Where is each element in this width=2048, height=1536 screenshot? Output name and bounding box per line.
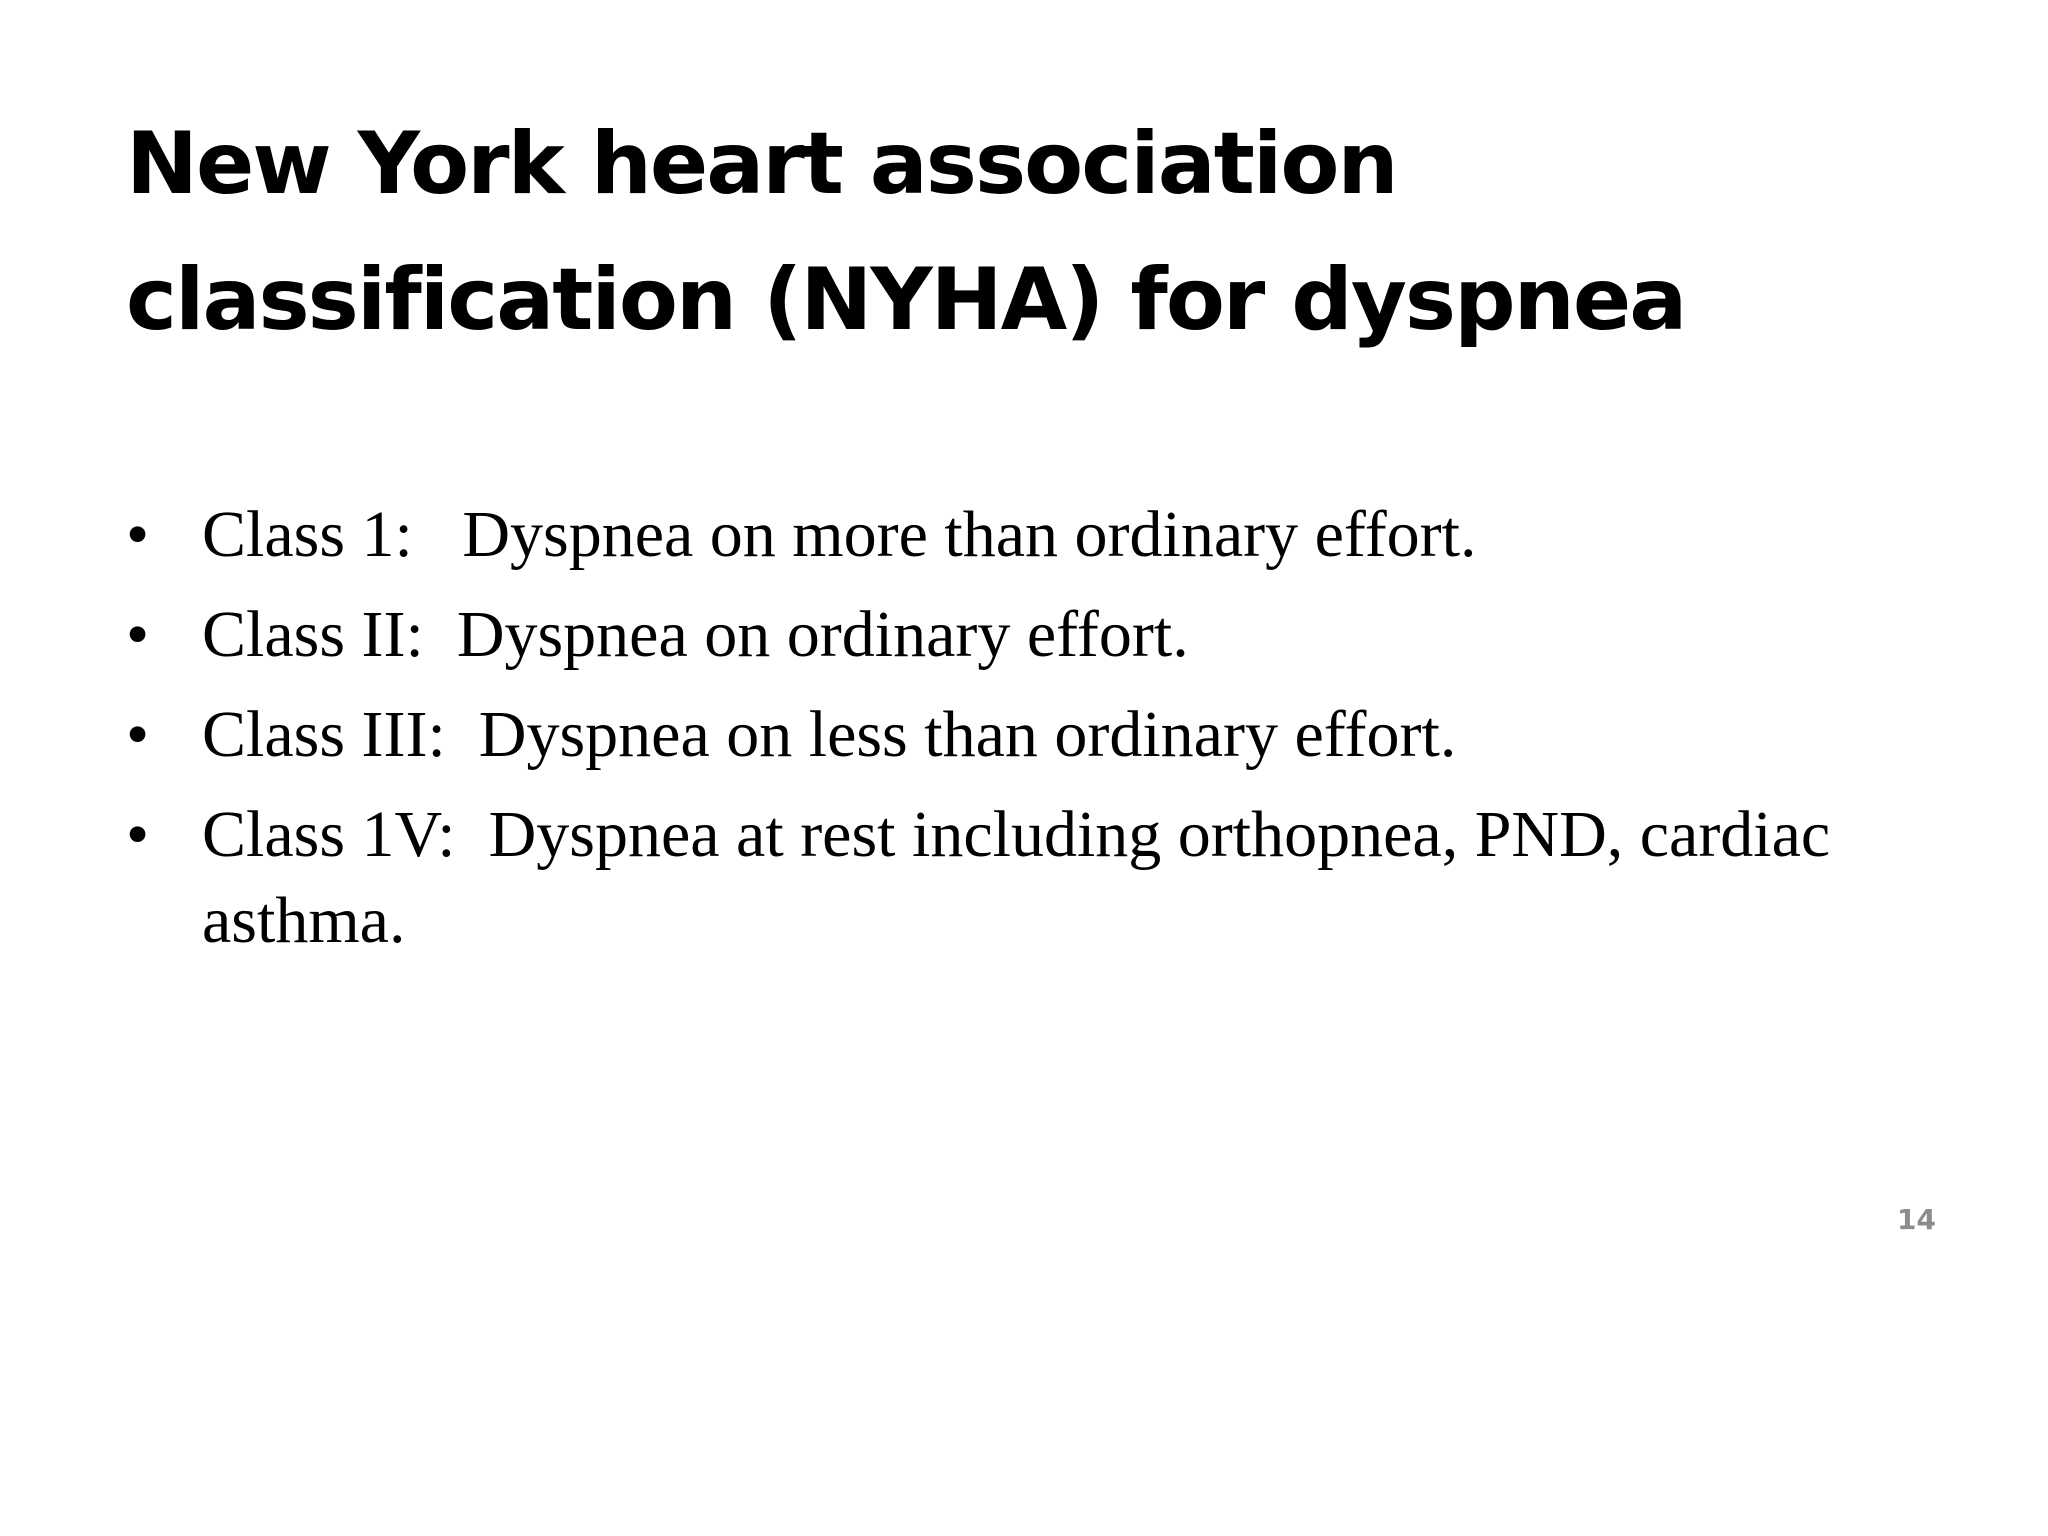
- class-label: Class 1:: [202, 498, 463, 571]
- page-number: 14: [1897, 1203, 1936, 1236]
- class-description: Dyspnea on more than ordinary effort.: [462, 498, 1477, 571]
- class-label: Class III:: [202, 698, 479, 771]
- list-item: [126, 692, 1926, 778]
- class-description: Dyspnea at rest including orthopnea, PND, cardiac asthma.: [202, 798, 1831, 957]
- slide-title: New York heart association classification (NYHA) for dyspnea: [126, 114, 1686, 350]
- class-description: Dyspnea on ordinary effort.: [456, 598, 1189, 671]
- list-item: [126, 592, 1926, 678]
- bullet-icon: •: [126, 798, 150, 871]
- list-item: [126, 492, 1926, 578]
- class-label: Class II:: [202, 598, 457, 671]
- class-description: Dyspnea on less than ordinary effort.: [478, 698, 1457, 771]
- bullet-icon: •: [126, 498, 150, 571]
- bullet-icon: •: [126, 698, 150, 771]
- class-label: Class 1V:: [202, 798, 489, 871]
- bullet-list: [126, 492, 1926, 978]
- list-item: [126, 792, 1926, 964]
- bullet-icon: •: [126, 598, 150, 671]
